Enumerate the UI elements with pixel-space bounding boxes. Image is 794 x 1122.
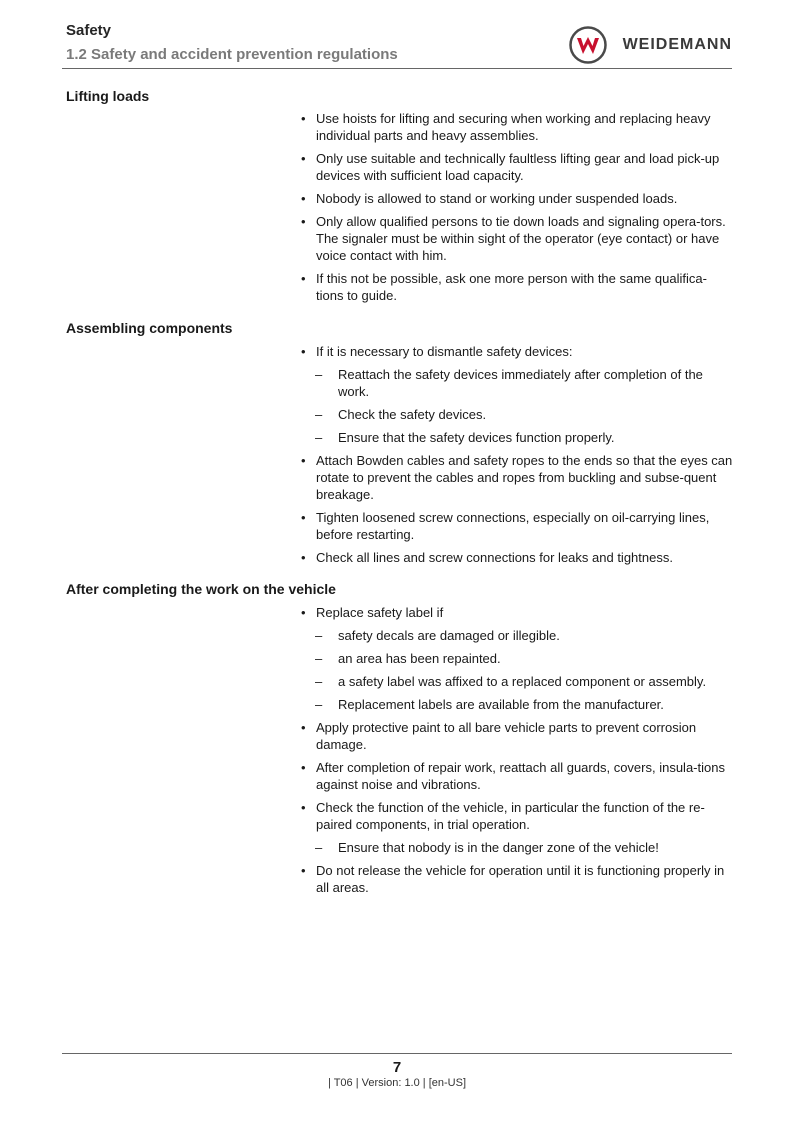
list-item-text: Apply protective paint to all bare vehicle parts to prevent corrosion damage. xyxy=(316,720,697,752)
dash-marker: – xyxy=(315,628,323,643)
section-title-after-completing-work: After completing the work on the vehicle xyxy=(66,581,336,597)
bullet-marker: • xyxy=(301,510,306,525)
list-item-text: Only allow qualified persons to tie down loads and signaling opera-tors. The signaler must be within sight of the operator (eye contact) or have voice contact with him. xyxy=(316,214,726,263)
list-item-text: Check all lines and screw connections for leaks and tightness. xyxy=(316,550,673,565)
list-item xyxy=(301,604,733,621)
dash-marker: – xyxy=(315,840,323,855)
list-item-text: Tighten loosened screw connections, especially on oil-carrying lines, before restarting. xyxy=(316,510,710,542)
bullet-marker: • xyxy=(301,863,306,878)
sub-list-item xyxy=(301,650,733,667)
bullet-marker: • xyxy=(301,151,306,166)
list-item xyxy=(301,270,733,304)
list-item-text: Reattach the safety devices immediately after completion of the work. xyxy=(338,367,703,399)
list-item-text: If it is necessary to dismantle safety devices: xyxy=(316,344,573,359)
list-item-text: Attach Bowden cables and safety ropes to the ends so that the eyes can rotate to prevent the cables and ropes from buckling and subse-quent breakage. xyxy=(316,453,733,502)
sub-list-item xyxy=(301,673,733,690)
sub-list-item xyxy=(301,429,733,446)
bullet-marker: • xyxy=(301,800,306,815)
list-item xyxy=(301,190,733,207)
bullet-marker: • xyxy=(301,453,306,468)
list-item-text: Check the safety devices. xyxy=(338,407,487,422)
list-item-text: Replacement labels are available from the manufacturer. xyxy=(338,697,664,712)
section-title-assembling-components: Assembling components xyxy=(66,320,233,336)
bullet-marker: • xyxy=(301,605,306,620)
list-item-text: an area has been repainted. xyxy=(338,651,501,666)
dash-marker: – xyxy=(315,674,323,689)
list-item-text: Do not release the vehicle for operation until it is functioning properly in all areas. xyxy=(316,863,725,895)
sub-list-item xyxy=(301,839,733,856)
bullet-marker: • xyxy=(301,271,306,286)
list-item xyxy=(301,343,733,360)
list-item-text: Check the function of the vehicle, in particular the function of the re-paired components, in trial operation. xyxy=(316,800,705,832)
section-title-lifting-loads: Lifting loads xyxy=(66,88,150,104)
list-item xyxy=(301,799,733,833)
list-item-text: safety decals are damaged or illegible. xyxy=(338,628,560,643)
assembling-components-list xyxy=(301,343,733,572)
header-subtitle: 1.2 Safety and accident prevention regulations xyxy=(66,46,398,63)
list-item-text: After completion of repair work, reattach all guards, covers, insula-tions against noise and vibrations. xyxy=(316,760,725,792)
weidemann-w-logo-icon xyxy=(569,26,607,64)
bullet-marker: • xyxy=(301,214,306,229)
sub-list-item xyxy=(301,406,733,423)
header-title: Safety xyxy=(66,22,112,39)
sub-list-item xyxy=(301,366,733,400)
dash-marker: – xyxy=(315,407,323,422)
bullet-marker: • xyxy=(301,344,306,359)
list-item xyxy=(301,110,733,144)
bullet-marker: • xyxy=(301,720,306,735)
lifting-loads-list xyxy=(301,110,733,310)
page-header xyxy=(66,20,732,68)
list-item-text: Use hoists for lifting and securing when working and replacing heavy individual parts and heavy assemblies. xyxy=(316,111,711,143)
list-item xyxy=(301,759,733,793)
list-item xyxy=(301,452,733,503)
bullet-marker: • xyxy=(301,191,306,206)
after-completing-work-list xyxy=(301,604,733,902)
brand-name: WEIDEMANN xyxy=(622,36,732,53)
dash-marker: – xyxy=(315,697,323,712)
list-item-text: a safety label was affixed to a replaced component or assembly. xyxy=(338,674,707,689)
dash-marker: – xyxy=(315,367,323,382)
list-item-text: Nobody is allowed to stand or working under suspended loads. xyxy=(316,191,678,206)
footer-divider xyxy=(62,1053,732,1054)
list-item-text: Ensure that the safety devices function properly. xyxy=(338,430,615,445)
page-number: 7 xyxy=(392,1059,402,1076)
list-item-text: If this not be possible, ask one more person with the same qualifica-tions to guide. xyxy=(316,271,707,303)
list-item-text: Only use suitable and technically faultless lifting gear and load pick-up devices with sufficient load capacity. xyxy=(316,151,720,183)
brand-logo xyxy=(569,26,732,64)
sub-list-item xyxy=(301,627,733,644)
sub-list-item xyxy=(301,696,733,713)
list-item xyxy=(301,213,733,264)
list-item xyxy=(301,150,733,184)
bullet-marker: • xyxy=(301,111,306,126)
list-item xyxy=(301,719,733,753)
dash-marker: – xyxy=(315,430,323,445)
list-item xyxy=(301,862,733,896)
bullet-marker: • xyxy=(301,760,306,775)
list-item-text: Replace safety label if xyxy=(316,605,444,620)
list-item xyxy=(301,509,733,543)
list-item-text: Ensure that nobody is in the danger zone of the vehicle! xyxy=(338,840,659,855)
list-item xyxy=(301,549,733,566)
footer-version-info: | T06 | Version: 1.0 | [en-US] xyxy=(328,1077,466,1089)
header-divider xyxy=(62,68,732,69)
dash-marker: – xyxy=(315,651,323,666)
bullet-marker: • xyxy=(301,550,306,565)
